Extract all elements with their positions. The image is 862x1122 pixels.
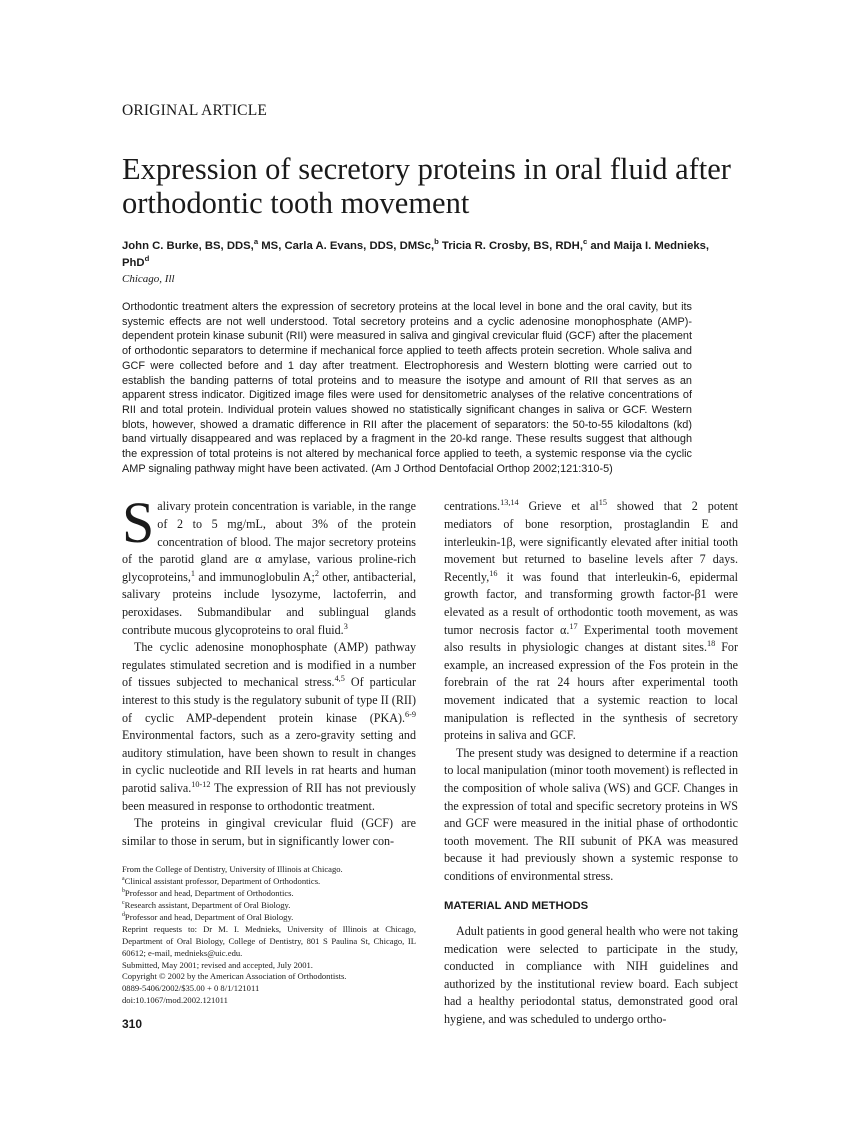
text-segment: other, antibacterial, salivary proteins include lysozyme, lactoferrin, and peroxidases. Submandibular and sublingual glands contribute mucous glycoproteins to oral fluid. [122,569,416,637]
left-column [122,490,417,1032]
footnote-text: Copyright © 2002 by the American Association of Orthodontists. [122,971,347,982]
citation-superscript: 1 [190,568,195,578]
text-segment: Environmental factors, such as a zero-gravity setting and auditory stimulation, have been shown to result in changes in cyclic nucleotide and RII levels in rat hearts and human parotid saliva. [122,728,416,795]
footnote-marker: d [122,912,125,919]
footnote [122,912,416,924]
footnote [122,900,416,912]
abstract: Orthodontic treatment alters the expression of secretory proteins at the local level in bone and the oral cavity, but its systemic effects are not well understood. Total secretory proteins and a cyclic adenosine monophosphate (AMP)-dependent protein kinase subunit (RII) were measured in saliva and gingival crevicular fluid (GCF) after the placement of orthodontic separators to determine if mechanical force applied to teeth affects protein secretion. Whole saliva and GCF were collected before and 1 day after treatment. Electrophoresis and Western blotting were carried out to establish the banding patterns of total proteins and to measure the isotype and amount of RII that serves as an apparent stress indicator. Digitized image files were used for densitometric analyses of the relative concentrations of RII and total protein. Individual protein values showed no statistically significant changes in saliva or GCF. Western blots, however, showed a dramatic difference in RII after the placement of separators: the 50-to-55 kilodaltons (kd) band virtually disappeared and was replaced by a fragment in the 20-kd range. These results suggest that although the expression of total proteins is not altered by mechanical force applied to teeth, a systemic response via the cyclic AMP signaling pathway might have been activated. (Am J Orthod Dentofacial Orthop 2002;121:310-5) [122,301,692,475]
text-segment: and immunoglobulin A; [194,569,315,584]
text-segment: The proteins in gingival crevicular fluid (GCF) are similar to those in serum, but in significantly lower con- [122,816,416,848]
footnote-text: Professor and head, Department of Oral Biology. [124,911,294,922]
footnote-text: Research assistant, Department of Oral Biology. [124,900,291,911]
citation-superscript: 16 [489,568,498,578]
footnote-text: Clinical assistant professor, Department of Orthodontics. [124,876,321,887]
article-title: Expression of secretory proteins in oral fluid after orthodontic tooth movement [122,152,731,220]
section-label: ORIGINAL ARTICLE [122,102,268,119]
citation-superscript: d [144,254,150,264]
footnote [122,983,416,995]
citation-superscript: a [253,237,259,247]
citation-superscript: 17 [569,621,578,631]
footnote-marker: c [122,900,125,907]
page-number: 310 [122,1017,143,1032]
section-heading: MATERIAL AND METHODS [444,899,589,912]
citation-superscript: 15 [598,498,607,508]
footnote-text: 0889-5406/2002/$35.00 + 0 8/1/121011 [122,983,260,994]
citation-superscript: 3 [343,621,348,631]
footnote-text: Professor and head, Department of Orthodontics. [124,888,294,899]
citation-superscript: 13,14 [500,498,519,508]
body-paragraph [122,639,416,815]
text-segment: Experimental tooth movement also results in physiologic changes at distant sites. [444,622,738,655]
citation-superscript: 10-12 [191,779,211,789]
text-segment: The cyclic adenosine monophosphate (AMP) pathway regulates stimulated secretion and is modified in a number of tissues subjected to mechanical stress. [122,640,416,690]
footnote-marker: a [122,876,125,883]
footnote-text: From the College of Dentistry, University of Illinois at Chicago. [122,864,343,875]
text-segment: For example, an increased expression of the Fos protein in the forebrain of the rat 24 hours after experimental tooth movement indicated that a systemic reaction to local manipulation is reflected in the synthesis of secretory proteins in saliva and GCF. [444,640,739,743]
body-paragraph [444,498,738,744]
footnote [122,876,416,888]
text-segment: alivary protein concentration is variable, in the range of 2 to 5 mg/mL, about 3% of the protein concentration of blood. The major secretory proteins of the parotid gland are α amylase, various proline-rich glycoproteins, [122,499,416,584]
citation-superscript: 6-9 [405,709,416,719]
text-segment: Adult patients in good general health who were not taking medication were selected to participate in the study, conducted in compliance with NIH guidelines and authorized by the institutional review board. Each subject had a healthy periodontal status, demonstrated good oral hygiene, and was scheduled to undergo ortho- [444,924,738,1027]
body-paragraph [444,745,738,886]
text-segment: Of particular interest to this study is the regulatory subunit of type II (RII) of cyclic AMP-dependent protein kinase (PKA). [122,675,417,725]
text-segment: MS, Carla A. Evans, DDS, DMSc, [258,240,435,252]
footnote [122,971,416,983]
footnote-marker: b [122,888,125,895]
author-location: Chicago, Ill [122,273,175,285]
right-column [444,498,738,1031]
body-paragraph [122,490,416,639]
text-segment: and Maija I. Mednieks, PhD [122,240,710,269]
footnote [122,995,416,1007]
footnote [122,960,416,972]
body-paragraph [444,923,738,1029]
text-segment: John C. Burke, BS, DDS, [122,240,254,252]
footnote [122,924,416,960]
footnote [122,864,416,876]
footnote-text: doi:10.1067/mod.2002.121011 [122,995,228,1006]
footnote-text: Submitted, May 2001; revised and accepted, July 2001. [122,959,313,970]
body-columns [122,490,742,1032]
citation-superscript: c [582,237,588,247]
drop-cap: S [122,490,155,556]
footnote [122,888,416,900]
author-list [122,238,722,272]
left-column-text [122,490,417,850]
citation-superscript: 2 [314,568,319,578]
text-segment: it was found that interleukin-6, epidermal growth factor, and transforming growth factor-β1 were elevated as a result of orthodontic tooth movement, as was tumor necrosis factor α. [444,569,738,637]
citation-superscript: 4,5 [334,674,345,684]
text-segment: Grieve et al [518,499,599,514]
text-segment: centrations. [444,499,501,514]
footnotes [122,850,416,1007]
footnote-text: Reprint requests to: Dr M. I. Mednieks, University of Illinois at Chicago, Department of Oral Biology, College of Dentistry, 801 S Paulina St, Chicago, IL 60612; e-mail, mednieks@uic.edu. [122,923,416,958]
text-segment: Tricia R. Crosby, BS, RDH, [438,240,583,252]
citation-superscript: 18 [707,639,716,649]
text-segment: The present study was designed to determine if a reaction to local manipulation (minor tooth movement) is reflected in the composition of whole saliva (WS) and GCF. Changes in the expression of total and specific secretory proteins in WS and GCF were measured in the initial phase of orthodontic tooth movement. The RII subunit of PKA was measured because it had previously shown a systemic response to conditions of environmental stress. [444,745,738,883]
text-segment: The expression of RII has not previously been measured in response to orthodontic treatment. [122,780,416,813]
text-segment: showed that 2 potent mediators of bone resorption, prostaglandin E and interleukin-1β, were significantly elevated after initial tooth movement but returned to baseline levels after 7 days. Recently, [444,499,739,584]
body-paragraph [122,815,416,850]
citation-superscript: b [434,237,439,247]
